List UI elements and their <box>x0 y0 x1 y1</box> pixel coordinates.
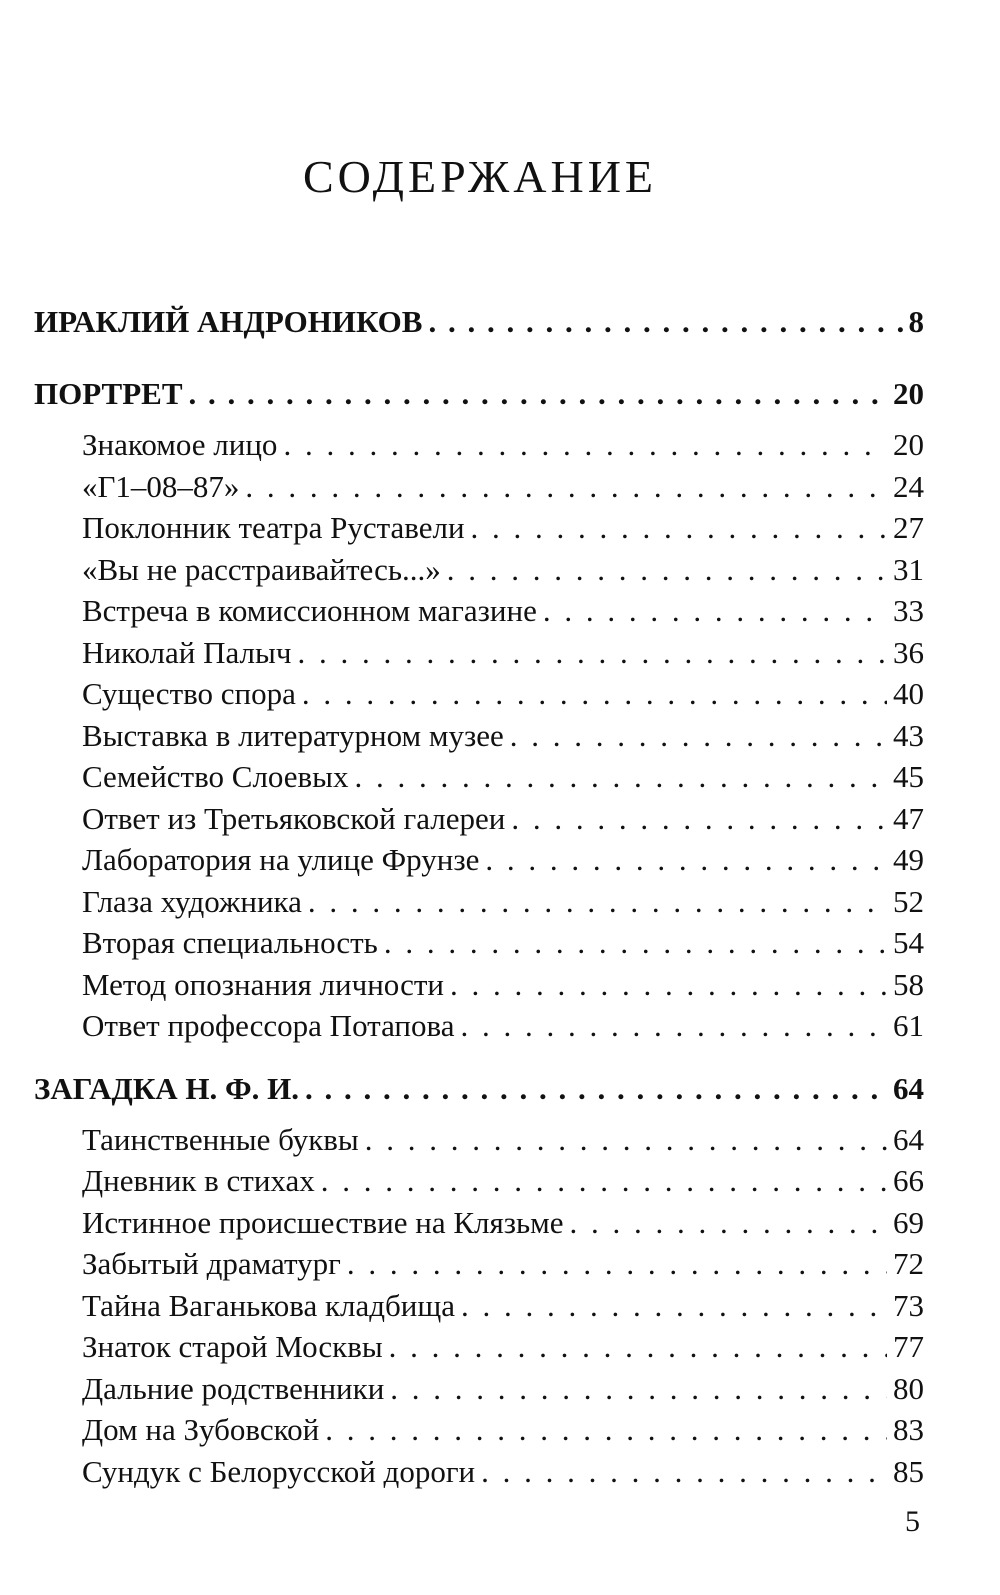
dot-leader <box>450 964 887 1006</box>
toc-entry[interactable] <box>34 922 924 964</box>
toc-entry-title: Истинное происшествие на Клязьме <box>82 1204 564 1240</box>
toc-entry-page: 27 <box>893 510 924 545</box>
toc-entry[interactable] <box>34 1119 924 1161</box>
dot-leader <box>389 1326 887 1368</box>
toc-entry-title: «Вы не расстраивайтесь...» <box>82 551 441 587</box>
toc-entry-title: Лаборатория на улице Фрунзе <box>82 842 480 877</box>
toc-section-heading[interactable] <box>34 1059 924 1119</box>
toc-entry[interactable] <box>34 1326 924 1368</box>
dot-leader <box>283 424 887 466</box>
dot-leader <box>365 1119 887 1161</box>
toc-entry-page: 66 <box>893 1163 924 1198</box>
toc-section-heading[interactable] <box>34 292 924 352</box>
dot-leader <box>543 590 887 632</box>
toc-entry[interactable] <box>34 673 924 715</box>
toc-section-page: 64 <box>893 1070 924 1106</box>
toc-entry-page: 47 <box>893 800 924 836</box>
dot-leader <box>390 1368 887 1410</box>
toc-entry-title: Встреча в комиссионном магазине <box>82 593 537 628</box>
toc-entry-title: Семейство Слоевых <box>82 759 349 794</box>
toc-entry[interactable] <box>34 964 924 1006</box>
dot-leader <box>461 1005 887 1047</box>
toc-entry-page: 24 <box>893 468 924 504</box>
toc-entry-title: Вторая специальность <box>82 925 378 960</box>
toc-section <box>34 1059 924 1493</box>
dot-leader <box>481 1451 887 1493</box>
toc-entry-page: 52 <box>893 883 924 919</box>
toc-entry[interactable] <box>34 507 924 549</box>
toc-entry-title: Ответ из Третьяковской галереи <box>82 800 506 836</box>
toc-entry[interactable] <box>34 549 924 591</box>
dot-leader <box>308 881 887 923</box>
dot-leader <box>245 466 887 508</box>
toc-entry[interactable] <box>34 466 924 508</box>
toc-entry[interactable] <box>34 1243 924 1285</box>
toc-entry[interactable] <box>34 881 924 923</box>
dot-leader <box>305 1059 887 1119</box>
toc-entry-title: «Г1–08–87» <box>82 468 240 504</box>
table-of-contents <box>34 292 924 1492</box>
toc-entry[interactable] <box>34 798 924 840</box>
toc-entry-page: 58 <box>893 966 924 1002</box>
toc-entry[interactable] <box>34 1202 924 1244</box>
toc-entry-title: Таинственные буквы <box>82 1121 359 1157</box>
toc-entry-page: 83 <box>893 1412 924 1447</box>
toc-entry[interactable] <box>34 1451 924 1493</box>
toc-entry-title: Глаза художника <box>82 883 302 919</box>
toc-entry-page: 64 <box>893 1121 924 1157</box>
dot-leader <box>355 756 887 798</box>
toc-entry-page: 72 <box>893 1246 924 1281</box>
toc-entry-page: 33 <box>893 593 924 628</box>
toc-entry-page: 85 <box>893 1453 924 1489</box>
toc-entry[interactable] <box>34 590 924 632</box>
toc-entry-title: Ответ профессора Потапова <box>82 1008 455 1043</box>
dot-leader <box>302 673 887 715</box>
toc-entry-page: 54 <box>893 925 924 960</box>
toc-entry-title: Знакомое лицо <box>82 427 278 462</box>
toc-entry-title: Сундук с Белорусской дороги <box>82 1453 476 1489</box>
dot-leader <box>297 632 887 674</box>
toc-section-title: ПОРТРЕТ <box>34 376 183 411</box>
toc-entry[interactable] <box>34 1160 924 1202</box>
toc-entry[interactable] <box>34 1409 924 1451</box>
toc-entry[interactable] <box>34 424 924 466</box>
toc-entry-page: 77 <box>893 1329 924 1364</box>
toc-entry[interactable] <box>34 839 924 881</box>
dot-leader <box>325 1409 887 1451</box>
toc-entry-page: 80 <box>893 1370 924 1406</box>
dot-leader <box>447 549 887 591</box>
dot-leader <box>485 839 887 881</box>
toc-entry-title: Знаток старой Москвы <box>82 1329 383 1364</box>
toc-entry-title: Метод опознания личности <box>82 966 444 1002</box>
toc-entry-title: Дальние родственники <box>82 1370 385 1406</box>
toc-section-title: ЗАГАДКА Н. Ф. И. <box>34 1070 300 1106</box>
toc-entry-page: 49 <box>893 842 924 877</box>
toc-entry-page: 20 <box>893 427 924 462</box>
page-number: 5 <box>905 1505 920 1538</box>
dot-leader <box>461 1285 887 1327</box>
toc-section <box>34 364 924 1047</box>
toc-entry-page: 69 <box>893 1204 924 1240</box>
toc-entry-title: Дом на Зубовской <box>82 1412 320 1447</box>
toc-entry[interactable] <box>34 1005 924 1047</box>
toc-entry-page: 61 <box>893 1008 924 1043</box>
toc-entry-title: Дневник в стихах <box>82 1163 315 1198</box>
toc-entry-title: Тайна Ваганькова кладбища <box>82 1287 456 1323</box>
toc-entry[interactable] <box>34 715 924 757</box>
toc-entry-title: Николай Палыч <box>82 634 292 670</box>
toc-section <box>34 292 924 352</box>
toc-section-heading[interactable] <box>34 364 924 424</box>
dot-leader <box>189 364 887 424</box>
toc-entry[interactable] <box>34 632 924 674</box>
toc-section-title: ИРАКЛИЙ АНДРОНИКОВ <box>34 304 423 339</box>
toc-entry[interactable] <box>34 1285 924 1327</box>
dot-leader <box>321 1160 887 1202</box>
dot-leader <box>428 292 902 352</box>
toc-entry[interactable] <box>34 756 924 798</box>
toc-entry-page: 31 <box>893 551 924 587</box>
dot-leader <box>511 798 887 840</box>
toc-entry-title: Забытый драматург <box>82 1246 341 1281</box>
toc-section-page: 8 <box>908 304 924 339</box>
toc-entry-title: Поклонник театра Руставели <box>82 510 465 545</box>
toc-entry-title: Существо спора <box>82 676 296 711</box>
toc-entry[interactable] <box>34 1368 924 1410</box>
toc-entry-page: 40 <box>893 676 924 711</box>
dot-leader <box>384 922 887 964</box>
toc-section-page: 20 <box>893 376 924 411</box>
dot-leader <box>347 1243 887 1285</box>
dot-leader <box>570 1202 888 1244</box>
toc-entry-page: 73 <box>893 1287 924 1323</box>
dot-leader <box>471 507 887 549</box>
dot-leader <box>510 715 887 757</box>
toc-entry-page: 43 <box>893 717 924 753</box>
toc-entry-title: Выставка в литературном музее <box>82 717 504 753</box>
toc-entry-page: 45 <box>893 759 924 794</box>
page-title: СОДЕРЖАНИЕ <box>302 151 658 202</box>
toc-entry-page: 36 <box>893 634 924 670</box>
